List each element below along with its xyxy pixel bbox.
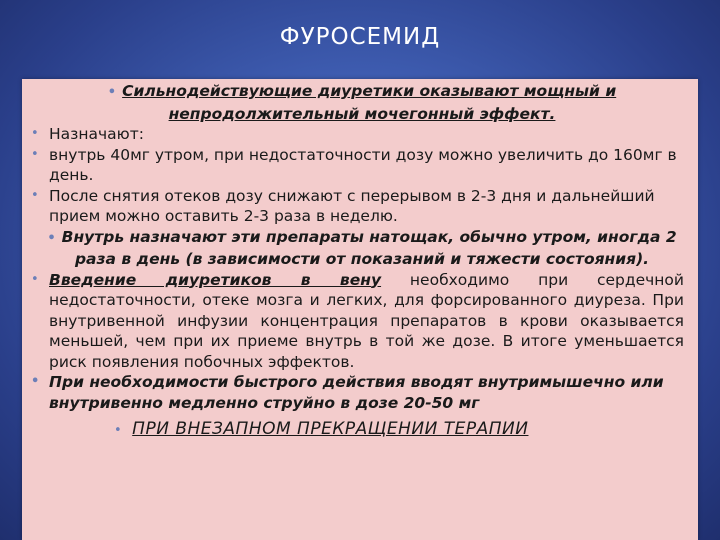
bullet-prescribe	[22, 124, 698, 145]
bullet-list	[22, 81, 698, 442]
bullet-icon: •	[31, 374, 40, 389]
bullet-diuretics-effect	[22, 81, 698, 124]
bullet-text: необходимо при сердечной недостаточности, отеке мозга и легких, для форсированного диуреза. При внутривенной инфузии концентрация препаратов в крови оказывается меньшей, чем при их приеме внутрь в той же дозе. В итоге уменьшается риск появления побочных эффектов.	[49, 270, 684, 371]
bullet-text: После снятия отеков дозу снижают с перерывом в 2-3 дня и дальнейший прием можно оставить 2-3 раза в неделю.	[49, 186, 655, 225]
bullet-text: Сильнодействующие диуретики оказывают мощный и непродолжительный мочегонный эффект.	[122, 82, 617, 123]
bullet-lead-text: Введение диуретиков в вену	[49, 270, 382, 289]
bullet-sudden-stop	[22, 419, 698, 442]
bullet-fasting	[22, 227, 698, 270]
content-panel	[22, 79, 698, 540]
bullet-text: внутрь 40мг утром, при недостаточности дозу можно увеличить до 160мг в день.	[49, 145, 677, 184]
bullet-text: Внутрь назначают эти препараты натощак, обычно утром, иногда 2 раза в день (в зависимости от показаний и тяжести состояния).	[61, 227, 677, 268]
bullet-oral-dose	[22, 145, 698, 186]
bullet-intravenous	[22, 270, 698, 373]
bullet-icon: •	[114, 423, 123, 438]
bullet-after-edema	[22, 186, 698, 227]
bullet-icon: •	[31, 187, 39, 203]
bullet-text: ПРИ ВНЕЗАПНОМ ПРЕКРАЩЕНИИ ТЕРАПИИ	[132, 419, 529, 439]
bullet-icon: •	[47, 230, 56, 246]
bullet-icon: •	[107, 85, 117, 100]
bullet-icon: •	[31, 146, 39, 162]
bullet-text: При необходимости быстрого действия вводят внутримышечно или внутривенно медленно струйно в дозе 20-50 мг	[49, 373, 664, 412]
bullet-icon: •	[31, 271, 39, 287]
slide-title: ФУРОСЕМИД	[279, 24, 441, 50]
bullet-icon: •	[31, 126, 39, 141]
bullet-fast-action	[22, 372, 698, 413]
bullet-text: Назначают:	[49, 125, 144, 143]
